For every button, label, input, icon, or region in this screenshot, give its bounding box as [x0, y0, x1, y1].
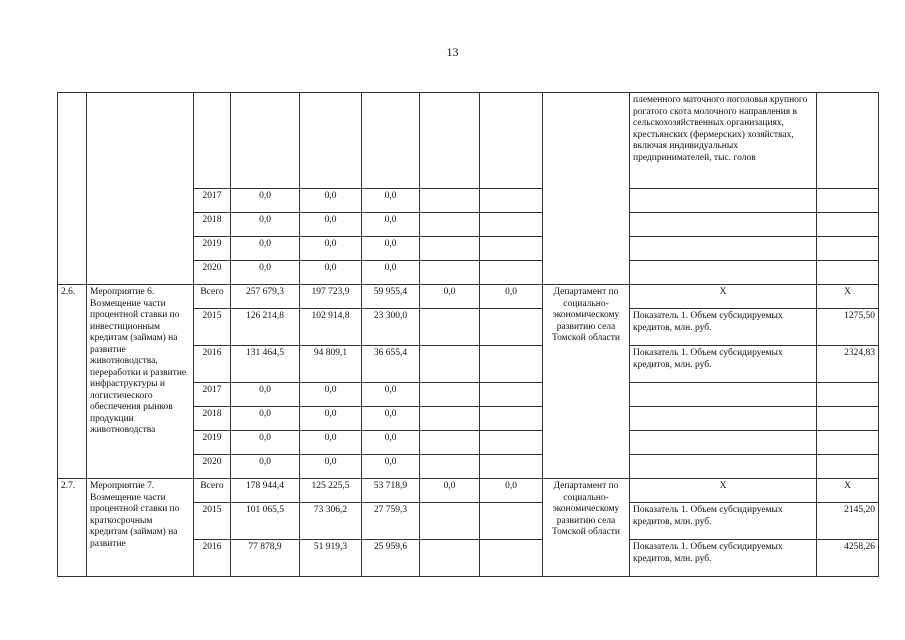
federal-cell: 94 809,1	[300, 346, 362, 383]
value-x: Х	[817, 285, 879, 309]
regional-cell: 25 959,6	[362, 540, 420, 577]
measure-name: Мероприятие 7. Возмещение части процентной ставки по краткосрочным кредитам (займам) на развитие	[87, 479, 194, 577]
federal-cell: 0,0	[300, 213, 362, 237]
federal-cell: 197 723,9	[300, 285, 362, 309]
total-label: Всего	[194, 479, 231, 503]
year-cell: 2016	[194, 346, 231, 383]
federal-cell: 0,0	[300, 189, 362, 213]
local-cell: 0,0	[420, 285, 480, 309]
indicator-text: Показатель 1. Объем субсидируемых кредитов, млн. руб.	[630, 540, 817, 577]
indicator-value: 2145,20	[817, 503, 879, 540]
total-cell: 0,0	[231, 213, 300, 237]
year-cell: 2016	[194, 540, 231, 577]
indicator-text: Показатель 1. Объем субсидируемых кредитов, млн. руб.	[630, 309, 817, 346]
year-cell: 2019	[194, 431, 231, 455]
indicator-text: племенного маточного поголовья крупного рогатого скота молочного направления в сельскохозяйственных организациях, крестьянских (фермерских) хозяйствах, включая индивидуальных предпринимателей, тыс. голов	[630, 93, 817, 189]
year-cell: 2017	[194, 383, 231, 407]
federal-cell: 73 306,2	[300, 503, 362, 540]
regional-cell: 59 955,4	[362, 285, 420, 309]
total-cell: 0,0	[231, 431, 300, 455]
indicator-value: 2324,83	[817, 346, 879, 383]
table-row	[58, 479, 879, 503]
year-cell: 2015	[194, 309, 231, 346]
total-cell: 0,0	[231, 237, 300, 261]
total-cell: 0,0	[231, 189, 300, 213]
year-cell: 2020	[194, 261, 231, 285]
indicator-x: Х	[630, 285, 817, 309]
value-x: Х	[817, 479, 879, 503]
executor: Департамент по социально-экономическому развитию села Томской области	[543, 285, 630, 479]
year-cell: 2019	[194, 237, 231, 261]
total-cell: 126 214,8	[231, 309, 300, 346]
regional-cell: 0,0	[362, 213, 420, 237]
federal-cell: 0,0	[300, 237, 362, 261]
federal-cell: 0,0	[300, 407, 362, 431]
total-cell: 77 878,9	[231, 540, 300, 577]
regional-cell: 36 655,4	[362, 346, 420, 383]
total-cell: 101 065,5	[231, 503, 300, 540]
program-table	[57, 92, 879, 577]
row-number: 2.6.	[58, 285, 87, 479]
total-cell: 178 944,4	[231, 479, 300, 503]
regional-cell: 27 759,3	[362, 503, 420, 540]
total-cell: 0,0	[231, 383, 300, 407]
year-cell: 2018	[194, 407, 231, 431]
regional-cell: 0,0	[362, 383, 420, 407]
total-cell: 0,0	[231, 455, 300, 479]
regional-cell: 0,0	[362, 237, 420, 261]
federal-cell: 102 914,8	[300, 309, 362, 346]
federal-cell: 125 225,5	[300, 479, 362, 503]
year-cell: 2017	[194, 189, 231, 213]
regional-cell: 0,0	[362, 431, 420, 455]
other-cell: 0,0	[480, 285, 543, 309]
indicator-x: Х	[630, 479, 817, 503]
regional-cell: 53 718,9	[362, 479, 420, 503]
federal-cell: 51 919,3	[300, 540, 362, 577]
total-label: Всего	[194, 285, 231, 309]
total-cell: 0,0	[231, 407, 300, 431]
total-cell: 131 464,5	[231, 346, 300, 383]
regional-cell: 0,0	[362, 189, 420, 213]
federal-cell: 0,0	[300, 455, 362, 479]
page-number: 13	[446, 45, 459, 59]
regional-cell: 0,0	[362, 407, 420, 431]
regional-cell: 0,0	[362, 261, 420, 285]
indicator-value: 4258,26	[817, 540, 879, 577]
table-row	[58, 93, 879, 189]
measure-name: Мероприятие 6. Возмещение части процентной ставки по инвестиционным кредитам (займам) на развитие животноводства, переработки и развитие инфраструктуры и логистического обеспечения рынков продукции животноводства	[87, 285, 194, 479]
federal-cell: 0,0	[300, 431, 362, 455]
regional-cell: 0,0	[362, 455, 420, 479]
indicator-text: Показатель 1. Объем субсидируемых кредитов, млн. руб.	[630, 503, 817, 540]
total-cell: 0,0	[231, 261, 300, 285]
local-cell: 0,0	[420, 479, 480, 503]
executor: Департамент по социально-экономическому развитию села Томской области	[543, 479, 630, 577]
federal-cell: 0,0	[300, 261, 362, 285]
federal-cell: 0,0	[300, 383, 362, 407]
total-cell: 257 679,3	[231, 285, 300, 309]
other-cell: 0,0	[480, 479, 543, 503]
year-cell: 2020	[194, 455, 231, 479]
row-number: 2.7.	[58, 479, 87, 577]
year-cell: 2018	[194, 213, 231, 237]
year-cell: 2015	[194, 503, 231, 540]
table-row	[58, 285, 879, 309]
regional-cell: 23 300,0	[362, 309, 420, 346]
indicator-text: Показатель 1. Объем субсидируемых кредитов, млн. руб.	[630, 346, 817, 383]
indicator-value: 1275,50	[817, 309, 879, 346]
